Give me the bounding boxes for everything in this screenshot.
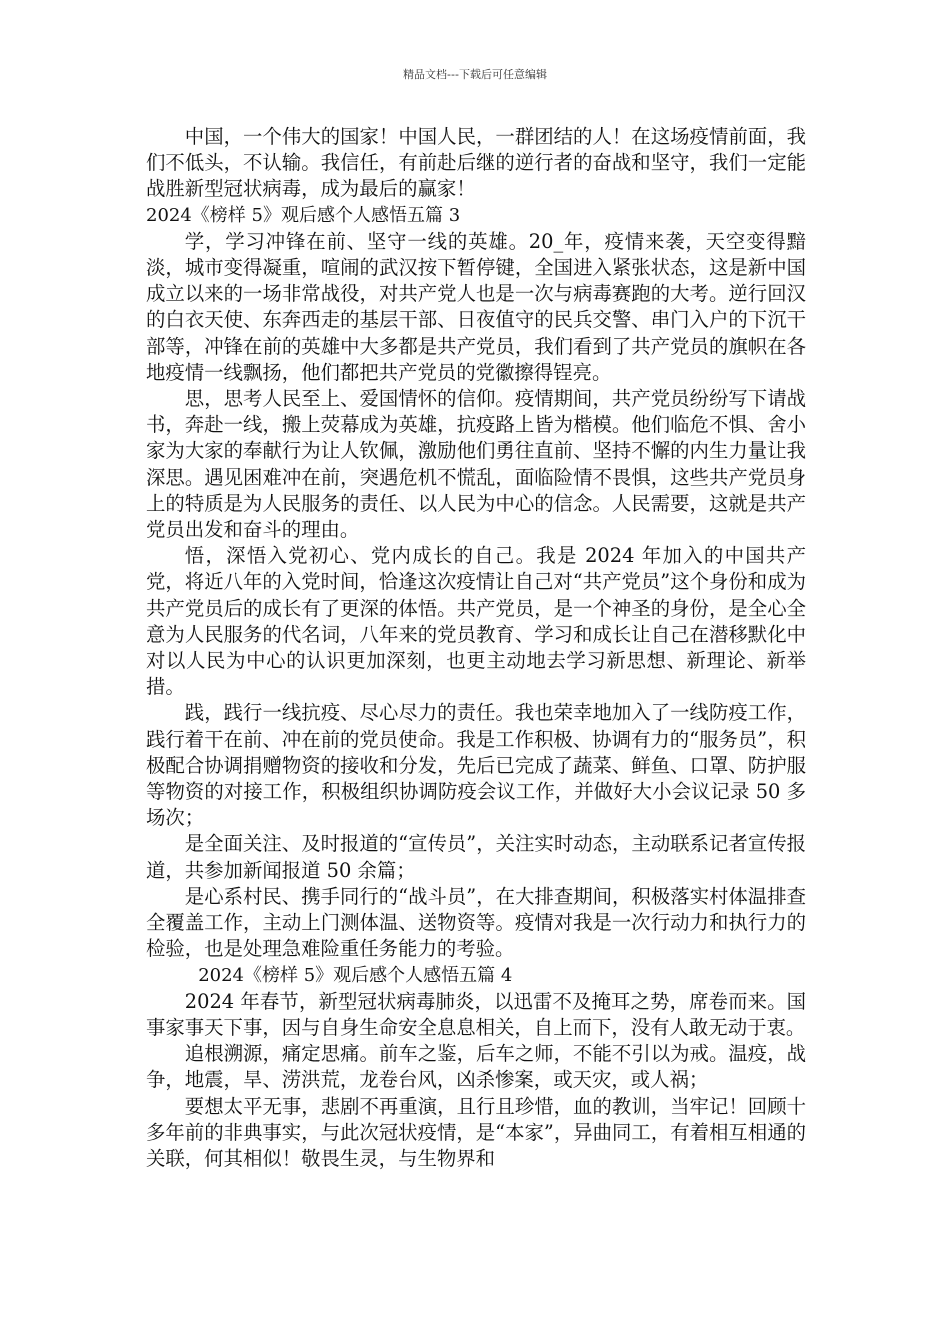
body-paragraph: 2024 年春节，新型冠状病毒肺炎，以迅雷不及掩耳之势，席卷而来。国事家事天下事，因与自身生命安全息息相关，自上而下，没有人敢无动于衷。 (146, 989, 806, 1039)
body-paragraph: 中国，一个伟大的国家！中国人民，一群团结的人！在这场疫情前面，我们不低头，不认输。我信任，有前赴后继的逆行者的奋战和坚守，我们一定能战胜新型冠状病毒，成为最后的赢家！ (146, 125, 806, 201)
section-heading: 2024《榜样 5》观后感个人感悟五篇 3 (146, 204, 461, 226)
body-paragraph: 追根溯源，痛定思痛。前车之鉴，后车之师，不能不引以为戒。温疫，战争，地震，旱、涝洪荒，龙卷台风，凶杀惨案，或天灾，或人祸； (146, 1042, 806, 1092)
body-paragraph: 学，学习冲锋在前、坚守一线的英雄。20_年，疫情来袭，天空变得黯淡，城市变得凝重，喧闹的武汉按下暂停键，全国进入紧张状态，这是新中国成立以来的一场非常战役，对共产党人也是一次与病毒赛跑的大考。逆行回汉的白衣天使、东奔西走的基层干部、日夜值守的民兵交警、串门入户的下沉干部等，冲锋在前的英雄中大多都是共产党员，我们看到了共产党员的旗帜在各地疫情一线飘扬，他们都把共产党员的党徽擦得锃亮。 (146, 229, 806, 384)
body-paragraph: 践，践行一线抗疫、尽心尽力的责任。我也荣幸地加入了一线防疫工作，践行着干在前、冲在前的党员使命。我是工作积极、协调有力的“服务员”，积极配合协调捐赠物资的接收和分发，先后已完成了蔬菜、鲜鱼、口罩、防护服等物资的对接工作，积极组织协调防疫会议工作，并做好大小会议记录 50 多场次； (146, 701, 806, 830)
document-body (146, 124, 806, 1172)
section-heading: 2024《榜样 5》观后感个人感悟五篇 4 (198, 964, 513, 986)
body-paragraph: 是心系村民、携手同行的“战斗员”，在大排查期间，积极落实村体温排查全覆盖工作，主动上门测体温、送物资等。疫情对我是一次行动力和执行力的检验，也是处理急难险重任务能力的考验。 (146, 884, 806, 961)
body-paragraph: 是全面关注、及时报道的“宣传员”，关注实时动态，主动联系记者宣传报道，共参加新闻报道 50 余篇； (146, 832, 806, 882)
page-header: 精品文档---下载后可任意编辑 (403, 68, 547, 81)
body-paragraph: 悟，深悟入党初心、党内成长的自己。我是 2024 年加入的中国共产党，将近八年的入党时间，恰逢这次疫情让自己对“共产党员”这个身份和成为共产党员后的成长有了更深的体悟。共产党员，是一个神圣的身份，是全心全意为人民服务的代名词，八年来的党员教育、学习和成长让自己在潜移默化中对以人民为中心的认识更加深刻，也更主动地去学习新思想、新理论、新举措。 (146, 544, 806, 699)
body-paragraph: 思，思考人民至上、爱国情怀的信仰。疫情期间，共产党员纷纷写下请战书，奔赴一线，搬上荧幕成为英雄，抗疫路上皆为楷模。他们临危不惧、舍小家为大家的奉献行为让人钦佩，激励他们勇往直前、坚持不懈的内生力量让我深思。遇见困难冲在前，突遇危机不慌乱，面临险情不畏惧，这些共产党员身上的特质是为人民服务的责任、以人民为中心的信念。人民需要，这就是共产党员出发和奋斗的理由。 (146, 387, 806, 542)
body-paragraph: 要想太平无事，悲剧不再重演，且行且珍惜，血的教训，当牢记！回顾十多年前的非典事实，与此次冠状疫情，是“本家”，异曲同工，有着相互相通的关联，何其相似！敬畏生灵，与生物界和 (146, 1094, 806, 1170)
